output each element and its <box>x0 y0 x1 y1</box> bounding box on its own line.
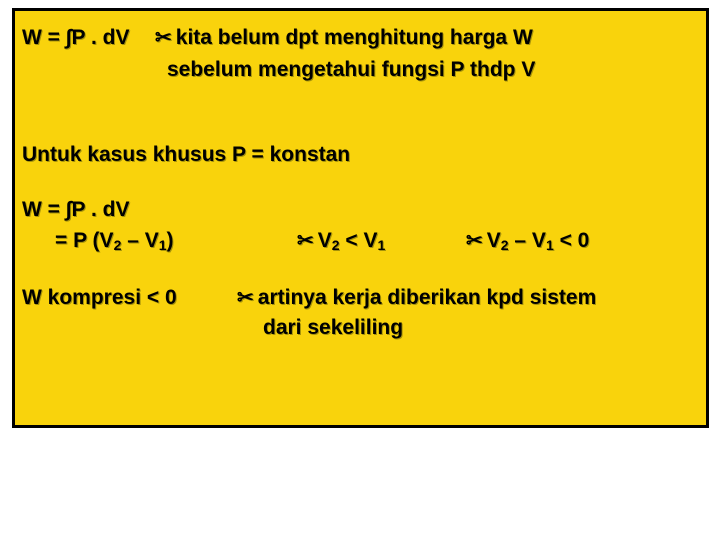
derivation-line-1: W = ∫P . dV <box>22 198 130 221</box>
derivation-suffix: ) <box>166 229 174 252</box>
volume-difference <box>466 230 589 251</box>
condition-op: < V <box>339 229 378 252</box>
slide-content-box <box>12 8 709 428</box>
note-text-1: kita belum dpt menghitung harga W <box>175 26 533 49</box>
special-case-heading: Untuk kasus khusus P = konstan <box>22 143 351 166</box>
derivation-sub-1: 1 <box>158 237 167 253</box>
note-text-2: sebelum mengetahui fungsi P thdp V <box>167 58 536 81</box>
difference-v1-sub: 1 <box>545 237 554 253</box>
compression-note-1 <box>237 287 596 308</box>
difference-tail: < 0 <box>553 229 590 252</box>
scissors-icon: ✂ <box>466 230 483 252</box>
compression-note-2: dari sekeliling <box>263 316 404 339</box>
scissors-icon: ✂ <box>155 27 172 49</box>
condition-v2-sub: 2 <box>331 237 340 253</box>
condition-v2: V <box>317 229 332 252</box>
volume-condition <box>297 230 385 251</box>
derivation-sub-2: 2 <box>113 237 122 253</box>
derivation-line-2 <box>55 230 174 251</box>
derivation-mid: – V <box>121 229 159 252</box>
scissors-icon: ✂ <box>237 287 254 309</box>
difference-mid: – V <box>508 229 546 252</box>
general-work-formula: W = ∫P . dV <box>22 26 130 49</box>
difference-v2-sub: 2 <box>500 237 509 253</box>
difference-v2: V <box>486 229 501 252</box>
compression-work-label: W kompresi < 0 <box>22 286 177 309</box>
compression-note-text-1: artinya kerja diberikan kpd sistem <box>257 286 597 309</box>
condition-v1-sub: 1 <box>377 237 386 253</box>
scissors-icon: ✂ <box>297 230 314 252</box>
note-line-1 <box>155 27 533 48</box>
derivation-prefix: = P (V <box>55 229 114 252</box>
